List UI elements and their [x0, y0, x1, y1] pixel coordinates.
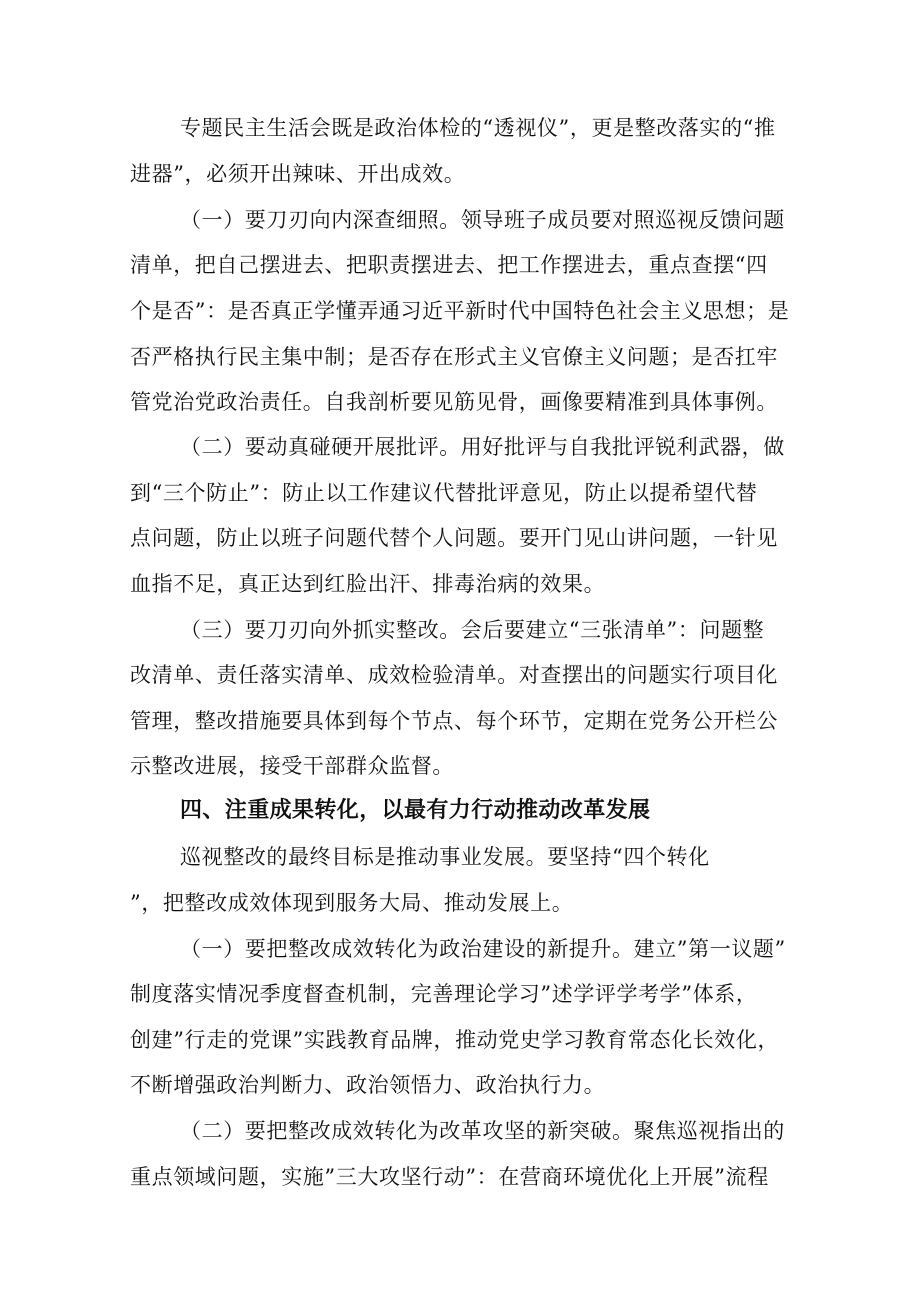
paragraph-line: 创建”行走的党课”实践教育品牌，推动党史学习教育常态化长效化，: [130, 1028, 780, 1052]
paragraph-line: ”，把整改成效体现到服务大局、推动发展上。: [130, 891, 574, 915]
paragraph-line: 点问题，防止以班子问题代替个人问题。要开门见山讲问题，一针见: [130, 526, 778, 550]
paragraph-line: （一）要刀刃向内深查细照。领导班子成员要对照巡视反馈问题: [180, 208, 785, 232]
paragraph-line: 清单，把自己摆进去、把职责摆进去、把工作摆进去，重点查摆“四: [130, 253, 768, 277]
paragraph-line: 改清单、责任落实清单、成效检验清单。对查摆出的问题实行项目化: [130, 663, 778, 687]
paragraph-line: 重点领域问题，实施”三大攻坚行动”：在营商环境优化上开展”流程: [130, 1165, 769, 1189]
section-heading: 四、注重成果转化，以最有力行动推动改革发展: [180, 798, 651, 823]
paragraph-line: （二）要把整改成效转化为改革攻坚的新突破。聚焦巡视指出的: [180, 1119, 785, 1143]
paragraph-line: 示整改进展，接受干部群众监督。: [130, 754, 454, 778]
paragraph-line: 不断增强政治判断力、政治领悟力、政治执行力。: [130, 1073, 606, 1097]
paragraph-line: 专题民主生活会既是政治体检的“透视仪”，更是整改落实的“推: [180, 116, 776, 140]
paragraph-line: 巡视整改的最终目标是推动事业发展。要坚持“四个转化: [180, 845, 710, 869]
paragraph-line: （一）要把整改成效转化为政治建设的新提升。建立”第一议题”: [180, 937, 786, 961]
paragraph-line: （二）要动真碰硬开展批评。用好批评与自我批评锐利武器，做: [180, 435, 785, 459]
paragraph-line: （三）要刀刃向外抓实整改。会后要建立“三张清单”：问题整: [180, 618, 765, 642]
paragraph-line: 到“三个防止”：防止以工作建议代替批评意见，防止以提希望代替: [130, 481, 758, 505]
paragraph-line: 管理，整改措施要具体到每个节点、每个环节，定期在党务公开栏公: [130, 709, 778, 733]
paragraph-line: 血指不足，真正达到红脸出汗、排毒治病的效果。: [130, 572, 606, 596]
paragraph-line: 进器”，必须开出辣味、开出成效。: [130, 162, 466, 186]
paragraph-line: 否严格执行民主集中制；是否存在形式主义官僚主义问题；是否扛牢: [130, 345, 778, 369]
paragraph-line: 个是否”：是否真正学懂弄通习近平新时代中国特色社会主义思想；是: [130, 299, 790, 323]
paragraph-line: 管党治党政治责任。自我剖析要见筋见骨，画像要精准到具体事例。: [130, 390, 778, 414]
paragraph-line: 制度落实情况季度督查机制，完善理论学习”述学评学考学”体系，: [130, 982, 758, 1006]
